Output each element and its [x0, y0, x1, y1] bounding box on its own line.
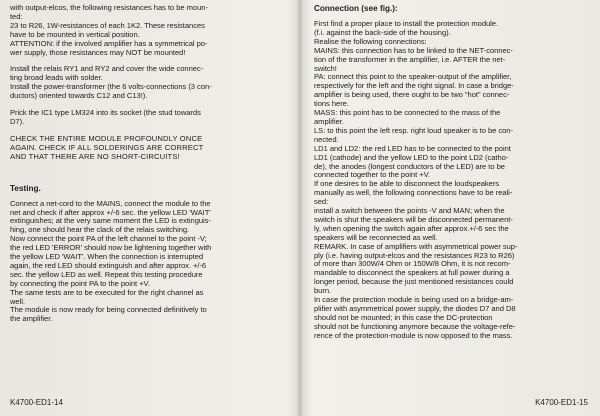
section-spacer [10, 170, 286, 184]
left-page-footer: K4700-ED1-14 [10, 398, 63, 407]
resistor-mounting-paragraph: with output-elcos, the following resistances has to be moun- ted: 23 to R26, 1W-resistances of each 1K2. These resistances have to be mounted in vertical position. ATTENTION: if the involved amplifier has a symmetrical po- wer supply, those resistances may NOT be mounted! [10, 3, 208, 57]
ic-socket-paragraph: Prick the IC1 type LM324 into its socket (the stud towards D7). [10, 108, 201, 126]
relais-transformer-paragraph: Install the relais RY1 and RY2 and cover the wide connec- ting broad leads with solder. Install the power-transformer (the 6 volts-connections (3 con- ductors) oriented towards C12 and C13!). [10, 64, 212, 101]
right-page [300, 0, 600, 416]
testing-paragraph: Connect a net-cord to the MAINS, connect the module to the net and check if after approx +/-6 sec. the yellow LED 'WAIT' extinguishes; at the very same moment the LED is extinguis- hing, one should hear the clack of the relais switching. Now connect the point PA of the left channel to the point -V; the red LED 'ERROR' should now be lightening together with the yellow LED 'WAIT'. When the connection is interrupted again, the red LED should extinguish and after approx. +/-6 sec. the yellow LED as well. Repeat this testing procedure by connecting the point PA to the point +V. The same tests are to be executed for the right channel as well. The module is now ready for being connected definitively to the amplifier. [10, 198, 212, 324]
testing-heading: Testing. [10, 183, 41, 193]
connection-paragraph: First find a proper place to install the protection module. (f.i. against the back-side of the housing). Realise the following connections: MAINS: this connection has to be linked to the NET-connec- tion of the transformer in the amplifier, i.e. AFTER the net- switch! PA: connect this point to the speaker-output of the amplifier, respectively for the left and the right signal. In case a bridge- amplifier is being used, there ought to be two "hot" connec- tions here. MASS: this point has to be connected to the mass of the amplifier. LS: to this point the left resp. right loud speaker is to be con- nected. LD1 and LD2: the red LED has to be connected to the point LD1 (cathode) and the yellow LED to the point LD2 (catho- de), the anodes (longest conductors of the LED) are to be connected together to the point +V. If one desires to be able to disconnect the loudspeakers manually as well, the following connections have to be reali- sed: install a switch between the points -V and MAN; when the switch is shut the speakers will be disconnected permanent- ly, when opening the switch again after approx.+/-6 sec the speakers will be reconnected as well. REMARK. In case of amplifiers with asymmetrical power sup- ply (i.e. having output-elcos and the resistances R23 to R26) of more than 300W/4 Ohm or 150W/8 Ohm, it is not recom- mandable to disconnect the speakers at full power during a longer period, because the just mentioned resistances could burn. In case the protection module is being used on a bridge-am- plifier with asymmetrical power supply, the diodes D7 and D8 should not be mounted; in this case the DC-protection should not be functioning anymore because the voltage-refe- rence of the protection-module is now opposed to the mass. [314, 19, 518, 340]
right-page-footer: K4700-ED1-15 [535, 398, 588, 407]
connection-heading: Connection (see fig.): [314, 4, 398, 13]
check-module-warning: CHECK THE ENTIRE MODULE PROFOUNDLY ONCE AGAIN. CHECK IF ALL SOLDERINGS ARE CORRECT AND THAT THERE ARE NO SHORT-CIRCUITS! [10, 133, 204, 161]
